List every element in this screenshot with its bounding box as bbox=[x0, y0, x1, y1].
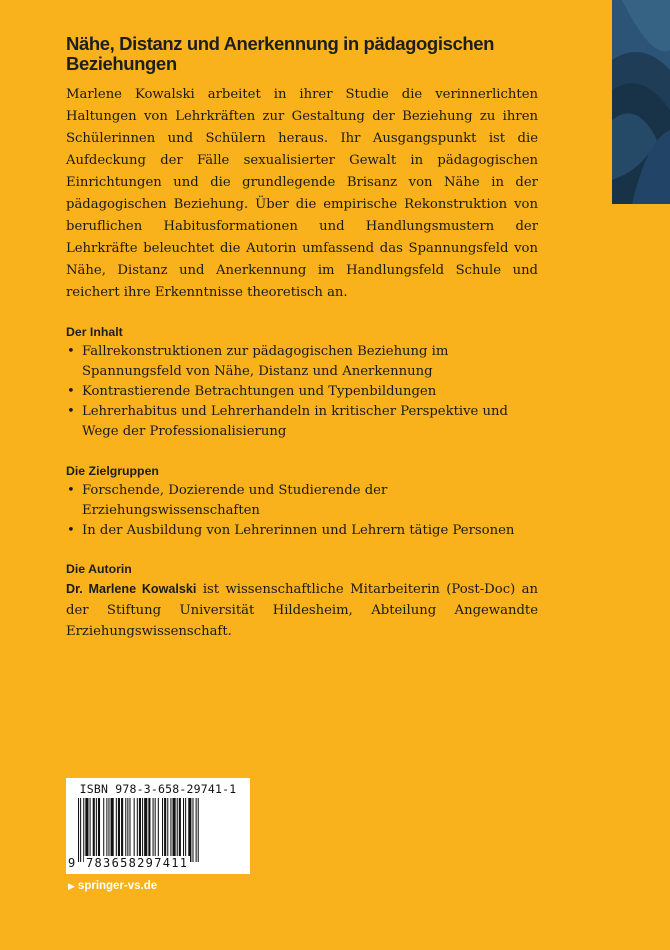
corner-graphic-svg bbox=[612, 0, 670, 204]
barcode-bar bbox=[173, 798, 176, 862]
barcode-bar bbox=[148, 798, 150, 862]
barcode-bar bbox=[167, 798, 168, 862]
section-heading-inhalt: Der Inhalt bbox=[66, 325, 123, 339]
bullet-icon: • bbox=[67, 344, 75, 359]
cover-corner-graphic bbox=[612, 0, 670, 204]
barcode-bar bbox=[127, 798, 128, 862]
bullet-icon: • bbox=[67, 523, 75, 538]
list-item-text: Kontrastierende Betrachtungen und Typenbildungen bbox=[82, 384, 437, 399]
barcode-bar bbox=[78, 798, 79, 862]
barcode-bar bbox=[125, 798, 126, 862]
barcode-bar bbox=[85, 798, 88, 862]
barcode-bar bbox=[196, 798, 197, 862]
section-autorin bbox=[66, 559, 538, 642]
barcode-bar bbox=[155, 798, 156, 862]
barcode-bar bbox=[106, 798, 107, 862]
author-bio-text: ist wissenschaftliche Mitarbeiterin (Post-Doc) an der Stiftung Universität Hildesheim, Abteilung Angewandte Erziehungswissenschaft. bbox=[66, 582, 538, 639]
barcode-bar bbox=[185, 798, 186, 862]
ean-digits: 783658297411 bbox=[86, 856, 189, 870]
barcode-bar bbox=[137, 798, 138, 862]
list-item-text: Forschende, Dozierende und Studierende der Erziehungswissenschaften bbox=[82, 483, 388, 518]
barcode-bar bbox=[192, 798, 193, 862]
barcode-bar bbox=[179, 798, 181, 862]
inhalt-list bbox=[66, 342, 538, 442]
list-item bbox=[66, 521, 538, 541]
list-item bbox=[66, 402, 538, 442]
section-heading-zielgruppen: Die Zielgruppen bbox=[66, 464, 159, 478]
barcode-bar bbox=[129, 798, 130, 862]
barcode-bar bbox=[162, 798, 163, 862]
list-item-text: In der Ausbildung von Lehrerinnen und Lehrern tätige Personen bbox=[82, 523, 515, 538]
author-name: Dr. Marlene Kowalski bbox=[66, 582, 197, 596]
barcode-bar bbox=[116, 798, 117, 862]
barcode-bar bbox=[121, 798, 123, 862]
barcode-bar bbox=[134, 798, 135, 862]
bullet-icon: • bbox=[67, 483, 75, 498]
list-item-text: Fallrekonstruktionen zur pädagogischen Beziehung im Spannungsfeld von Nähe, Distanz und Anerkennung bbox=[82, 344, 449, 379]
barcode-bar bbox=[183, 798, 184, 862]
book-title: Nähe, Distanz und Anerkennung in pädagogischen Beziehungen bbox=[66, 33, 495, 74]
isbn-label: ISBN 978-3-658-29741-1 bbox=[79, 782, 237, 796]
barcode-bar bbox=[90, 798, 91, 862]
barcode-bar bbox=[177, 798, 178, 862]
bullet-icon: • bbox=[67, 404, 75, 419]
barcode-bar bbox=[188, 798, 191, 862]
list-item-text: Lehrerhabitus und Lehrerhandeln in kritischer Perspektive und Wege der Professionalisierung bbox=[82, 404, 508, 439]
barcode-bar bbox=[111, 798, 114, 862]
section-zielgruppen bbox=[66, 461, 538, 541]
zielgruppen-list bbox=[66, 481, 538, 541]
barcode-bar bbox=[93, 798, 95, 862]
bullet-icon: • bbox=[67, 384, 75, 399]
intro-paragraph: Marlene Kowalski arbeitet in ihrer Studie die verinnerlichten Haltungen von Lehrkräften zur Gestaltung der Beziehung zu ihren Schülerinnen und Schülern heraus. Ihr Ausgangspunkt ist die Aufdeckung der Fälle sexualisierter Gewalt in pädagogischen Einrichtungen und die grundlegende Brisanz von Nähe in der pädagogischen Beziehung. Über die empirische Rekonstruktion von beruflichen Habitusformationen und Handlungsmustern der Lehrkräfte beleuchtet die Autorin umfassend das Spannungsfeld von Nähe, Distanz und Anerkennung im Handlungsfeld Schule und reichert ihre Erkenntnisse theoretisch an. bbox=[66, 87, 538, 300]
list-item bbox=[66, 342, 538, 382]
isbn-barcode bbox=[66, 778, 250, 874]
barcode-bar bbox=[118, 798, 120, 862]
barcode-bar bbox=[153, 798, 154, 862]
barcode-bar bbox=[96, 798, 97, 862]
barcode-bar bbox=[198, 798, 199, 862]
barcode-bar bbox=[139, 798, 141, 862]
barcode-bar bbox=[103, 798, 104, 862]
barcode-bar bbox=[170, 798, 171, 862]
barcode-bar bbox=[108, 798, 109, 862]
list-item bbox=[66, 382, 538, 402]
section-inhalt bbox=[66, 322, 538, 442]
barcode-bar bbox=[164, 798, 166, 862]
list-item bbox=[66, 481, 538, 521]
barcode-bar bbox=[144, 798, 147, 862]
author-bio bbox=[66, 579, 538, 642]
barcode-bar bbox=[158, 798, 159, 862]
barcode-bar bbox=[98, 798, 100, 862]
barcode-bar bbox=[80, 798, 81, 862]
section-heading-autorin: Die Autorin bbox=[66, 562, 132, 576]
back-cover-text bbox=[66, 84, 538, 642]
barcode-bars bbox=[78, 798, 242, 862]
publisher-link[interactable] bbox=[68, 880, 157, 892]
right-triangle-icon: ▶ bbox=[68, 880, 75, 891]
publisher-url: springer-vs.de bbox=[77, 880, 158, 892]
barcode-bar bbox=[142, 798, 143, 862]
ean-first-digit: 9 bbox=[68, 856, 76, 870]
barcode-bar bbox=[83, 798, 84, 862]
